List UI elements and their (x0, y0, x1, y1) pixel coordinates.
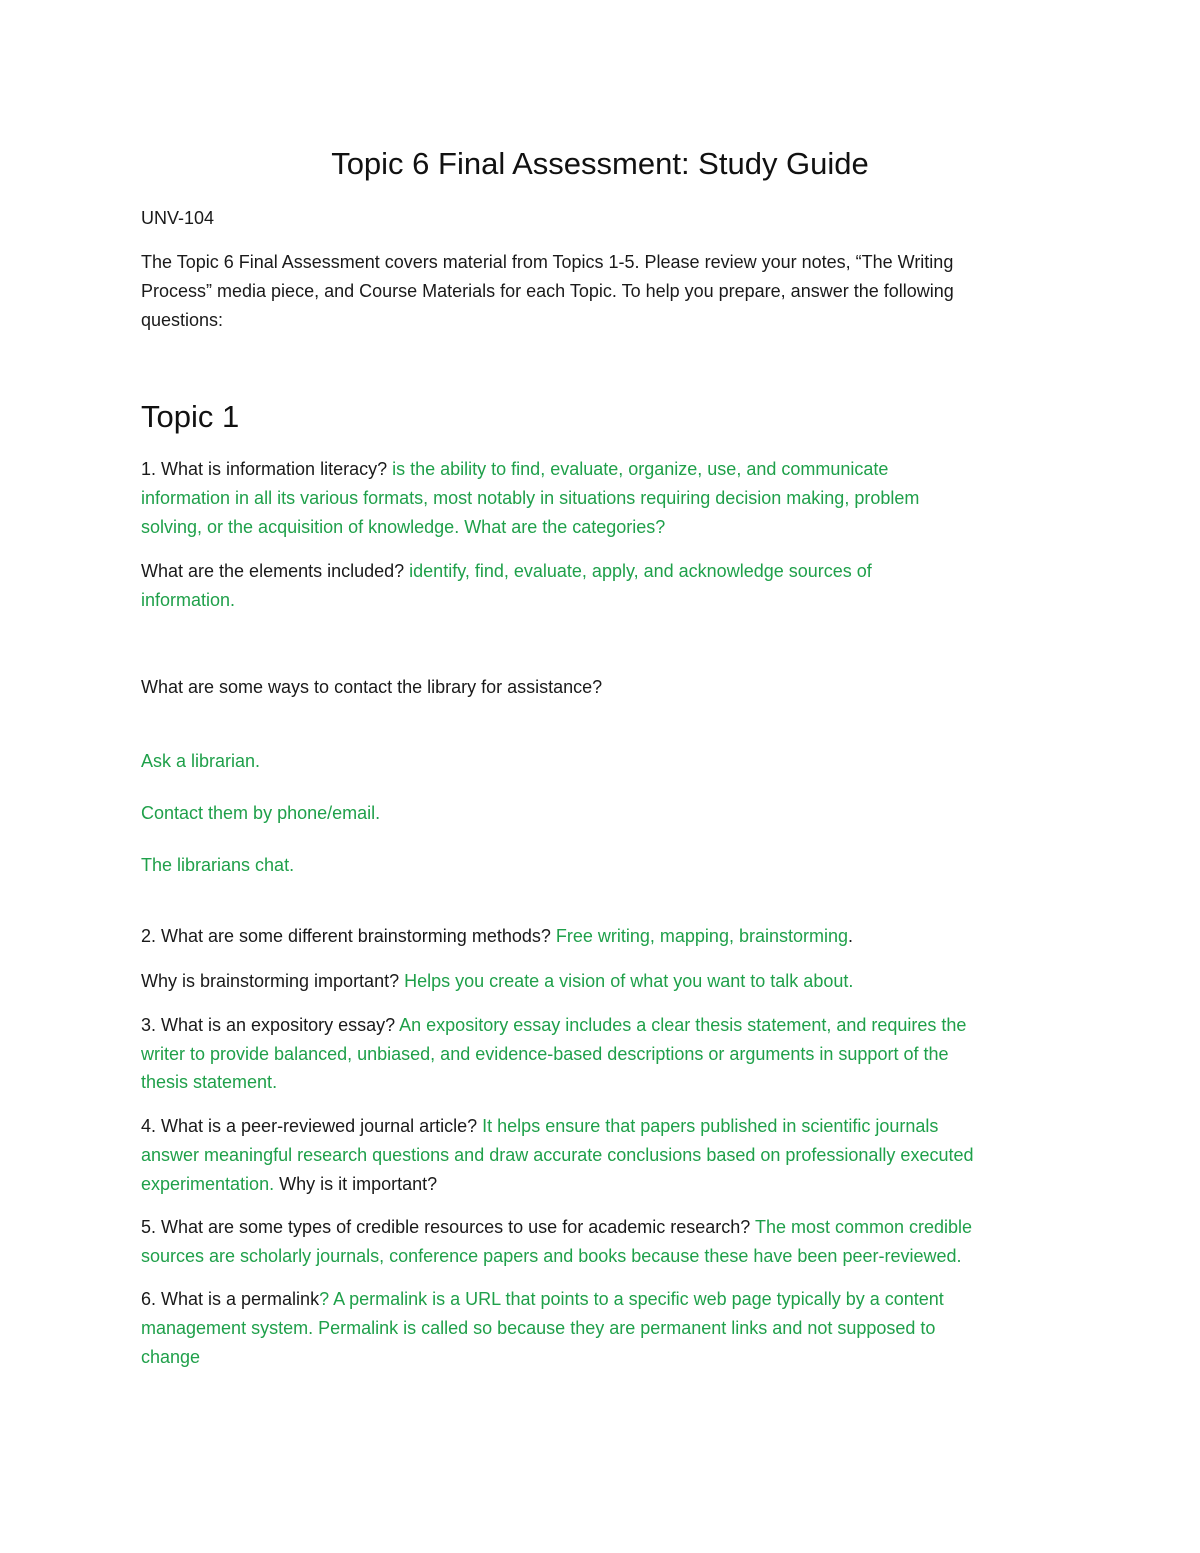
q6-question: 6. What is a permalink (141, 1289, 320, 1309)
q4-answer-part-3: experimentation. (141, 1174, 275, 1194)
q1b-answer-part-2: information. (141, 590, 236, 610)
q1c-answer-2: Contact them by phone/email. (141, 803, 381, 823)
q1-answer-part-1: is the ability to find, evaluate, organize, use, and communicate (392, 459, 889, 479)
q2-question: 2. What are some different brainstorming methods? (141, 926, 556, 946)
q1c-question: What are some ways to contact the library for assistance? (141, 677, 603, 697)
q2-answer: Free writing, mapping, brainstorming (555, 926, 848, 946)
q5-question: 5. What are some types of credible resources to use for academic research? (141, 1217, 755, 1237)
q1-answer-part-3: solving, or the acquisition of knowledge. What are the categories? (141, 517, 666, 537)
q4-question: 4. What is a peer-reviewed journal article? (141, 1116, 483, 1136)
intro-line-2: Process” media piece, and Course Materials for each Topic. To help you prepare, answer the following (141, 281, 954, 301)
section-heading-topic-1: Topic 1 (141, 399, 240, 434)
q1b-question: What are the elements included? (141, 561, 410, 581)
q1c-answer-3: The librarians chat. (141, 855, 295, 875)
q2-trailing: . (848, 926, 854, 946)
q5-answer-part-2: sources are scholarly journals, conference papers and books because these have been peer-reviewed. (141, 1246, 962, 1266)
q6-answer-part-2: management system. Permalink is called so because they are permanent links and not supposed to (141, 1318, 936, 1338)
q2b-question: Why is brainstorming important? (141, 971, 405, 991)
q1-line-1 (141, 455, 1061, 484)
document-title: Topic 6 Final Assessment: Study Guide (331, 146, 869, 181)
q5-line-1 (141, 1213, 1061, 1242)
q6-question-mark: ? (319, 1289, 334, 1309)
q6-answer-part-1: A permalink is a URL that points to a specific web page typically by a content (333, 1289, 944, 1309)
q1c-answer-1: Ask a librarian. (141, 751, 261, 771)
intro-line-3: questions: (141, 310, 224, 330)
q1b-answer-part-1: identify, find, evaluate, apply, and acknowledge sources of (409, 561, 872, 581)
q2-line (141, 922, 1061, 951)
q1b-line-1 (141, 557, 1061, 586)
course-code: UNV-104 (141, 208, 215, 228)
q3-line-1 (141, 1011, 1061, 1040)
q4-line-3 (141, 1170, 1061, 1199)
q3-answer-part-3: thesis statement. (141, 1072, 278, 1092)
q3-answer-part-1: An expository essay includes a clear thesis statement, and requires the (399, 1015, 967, 1035)
q3-question: 3. What is an expository essay? (141, 1015, 400, 1035)
q6-answer-part-3: change (141, 1347, 201, 1367)
q4-answer-part-2: answer meaningful research questions and draw accurate conclusions based on professionally executed (141, 1145, 974, 1165)
intro-line-1: The Topic 6 Final Assessment covers material from Topics 1-5. Please review your notes, “The Writing (141, 252, 954, 272)
q6-line-1 (141, 1285, 1061, 1314)
q4-line-1 (141, 1112, 1061, 1141)
q3-answer-part-2: writer to provide balanced, unbiased, and evidence-based descriptions or arguments in support of the (141, 1044, 949, 1064)
q1-question: 1. What is information literacy? (141, 459, 393, 479)
q5-answer-part-1: The most common credible (754, 1217, 973, 1237)
q2b-answer: Helps you create a vision of what you want to talk about. (404, 971, 854, 991)
q2b-line (141, 967, 1061, 996)
q4-followup: Why is it important? (274, 1174, 438, 1194)
q1-answer-part-2: information in all its various formats, most notably in situations requiring decision making, problem (141, 488, 920, 508)
q4-answer-part-1: It helps ensure that papers published in scientific journals (482, 1116, 939, 1136)
